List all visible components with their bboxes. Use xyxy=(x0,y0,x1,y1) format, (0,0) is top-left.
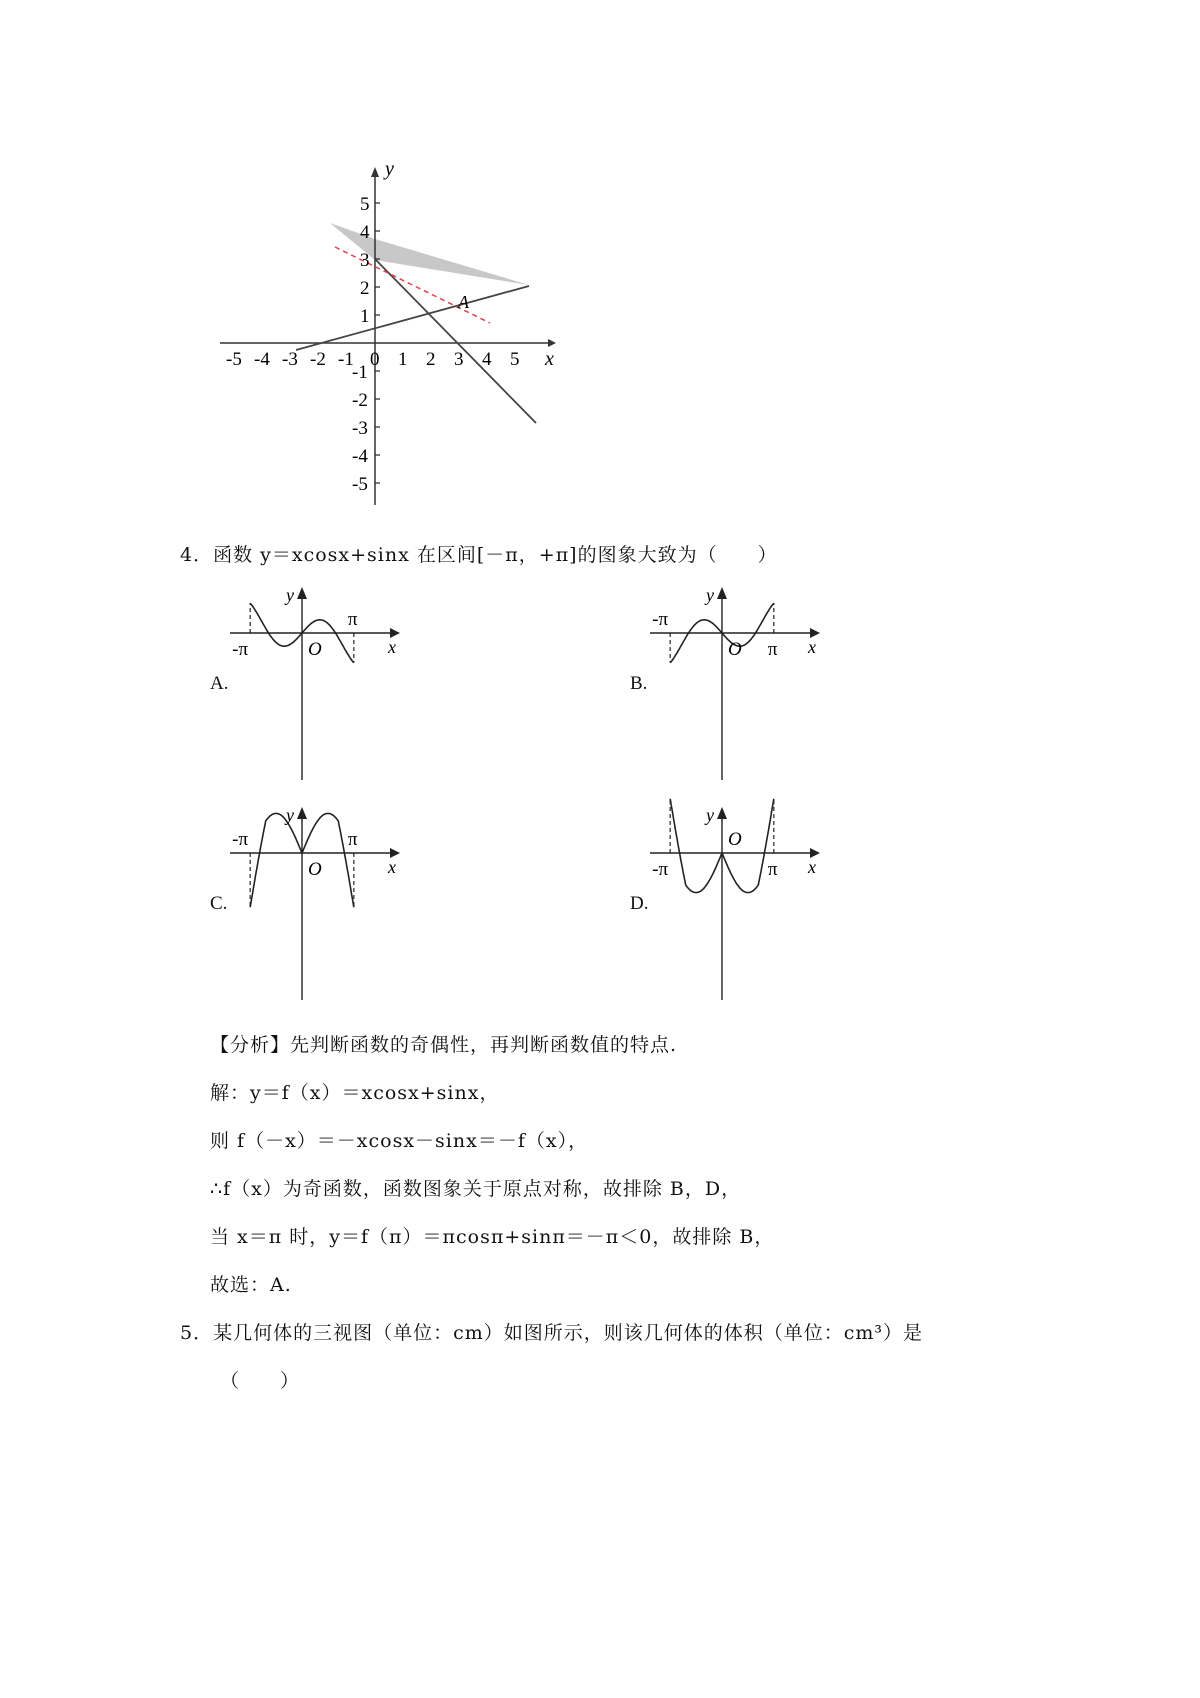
y-tick-label: 3 xyxy=(360,250,370,271)
solution-line-1: 解：y＝f（x）＝xcosx+sinx， xyxy=(210,1082,500,1104)
solution-line-3: ∴f（x）为奇函数，函数图象关于原点对称，故排除 B，D， xyxy=(210,1178,742,1200)
y-axis-label: y xyxy=(706,805,714,825)
line-x-plus-y-3 xyxy=(375,259,536,423)
solution-line-2: 则 f（－x）＝－xcosx－sinx＝－f（x）， xyxy=(210,1130,589,1152)
option-a-letter: A. xyxy=(210,673,229,694)
analysis-text: 【分析】先判断函数的奇偶性，再判断函数值的特点. xyxy=(210,1034,678,1056)
x-tick-label: 4 xyxy=(482,349,492,370)
line-x-minus-3y xyxy=(296,286,529,350)
y-axis-arrow xyxy=(371,167,379,177)
neg-pi-label: -π xyxy=(232,829,249,850)
solution-line-4: 当 x＝π 时，y＝f（π）＝πcosπ+sinπ＝－π＜0，故排除 B， xyxy=(210,1226,775,1248)
y-tick-label: 5 xyxy=(360,194,370,215)
y-tick-label: 2 xyxy=(360,278,370,299)
origin-label: O xyxy=(728,829,742,850)
x-axis-label: x xyxy=(808,857,816,877)
neg-pi-label: -π xyxy=(232,639,249,660)
y-axis-arrow xyxy=(717,587,727,599)
x-tick-label: 1 xyxy=(398,349,408,370)
y-tick-label: 4 xyxy=(360,222,370,243)
x-tick-label: 3 xyxy=(454,349,464,370)
y-tick-label: -2 xyxy=(352,390,368,411)
y-tick-label: -5 xyxy=(352,474,368,495)
x-axis-arrow xyxy=(548,339,556,347)
x-axis-label: x xyxy=(545,348,554,370)
x-tick-labels xyxy=(226,349,520,370)
option-b-letter: B. xyxy=(630,673,648,694)
option-c-letter: C. xyxy=(210,893,228,914)
y-tick-label: 1 xyxy=(360,306,370,327)
option-a-graph xyxy=(232,585,445,785)
pi-label: π xyxy=(347,829,358,850)
x-axis-label: x xyxy=(388,637,396,657)
x-tick-label: -4 xyxy=(254,349,270,370)
y-tick-label: -4 xyxy=(352,446,368,467)
option-c-graph xyxy=(232,805,445,1005)
question-number: 4． xyxy=(180,544,214,566)
origin-label: O xyxy=(308,859,322,880)
question-5 xyxy=(180,1318,923,1345)
question-text: 函数 y＝xcosx+sinx 在区间[－π，+π]的图象大致为（ ） xyxy=(213,544,778,566)
option-d-letter: D. xyxy=(630,893,649,914)
y-axis-label: y xyxy=(286,585,294,605)
option-b-graph xyxy=(652,585,865,785)
y-axis-label: y xyxy=(385,158,394,180)
feasible-region-graph xyxy=(210,155,570,515)
question-number: 5． xyxy=(180,1322,214,1344)
y-axis-label: y xyxy=(706,585,714,605)
option-d-graph xyxy=(652,805,865,1005)
y-axis-arrow xyxy=(297,587,307,599)
y-axis-label: y xyxy=(286,805,294,825)
x-axis-label: x xyxy=(808,637,816,657)
question-text: 某几何体的三视图（单位：cm）如图所示，则该几何体的体积（单位：cm³）是 xyxy=(213,1322,924,1344)
y-tick-label: -1 xyxy=(352,362,368,383)
x-tick-label: -2 xyxy=(310,349,326,370)
y-tick-label: -3 xyxy=(352,418,368,439)
x-tick-label: -3 xyxy=(282,349,298,370)
neg-pi-label: -π xyxy=(652,609,669,630)
pi-label: π xyxy=(347,609,358,630)
origin-label: O xyxy=(308,639,322,660)
y-axis-arrow xyxy=(297,807,307,819)
point-a-label: A xyxy=(458,292,469,312)
x-tick-label: 5 xyxy=(510,349,520,370)
x-tick-label: -1 xyxy=(338,349,354,370)
pi-label: π xyxy=(767,639,778,660)
pi-label: π xyxy=(767,859,778,880)
x-tick-label: 0 xyxy=(370,349,380,370)
neg-pi-label: -π xyxy=(652,859,669,880)
x-tick-label: 2 xyxy=(426,349,436,370)
x-tick-label: -5 xyxy=(226,349,242,370)
solution-line-5: 故选：A. xyxy=(210,1274,292,1296)
question-4 xyxy=(180,540,778,567)
origin-label: O xyxy=(728,639,742,660)
y-axis-arrow xyxy=(717,807,727,819)
x-axis-label: x xyxy=(388,857,396,877)
question-5-answer-paren: （ ） xyxy=(220,1370,301,1392)
